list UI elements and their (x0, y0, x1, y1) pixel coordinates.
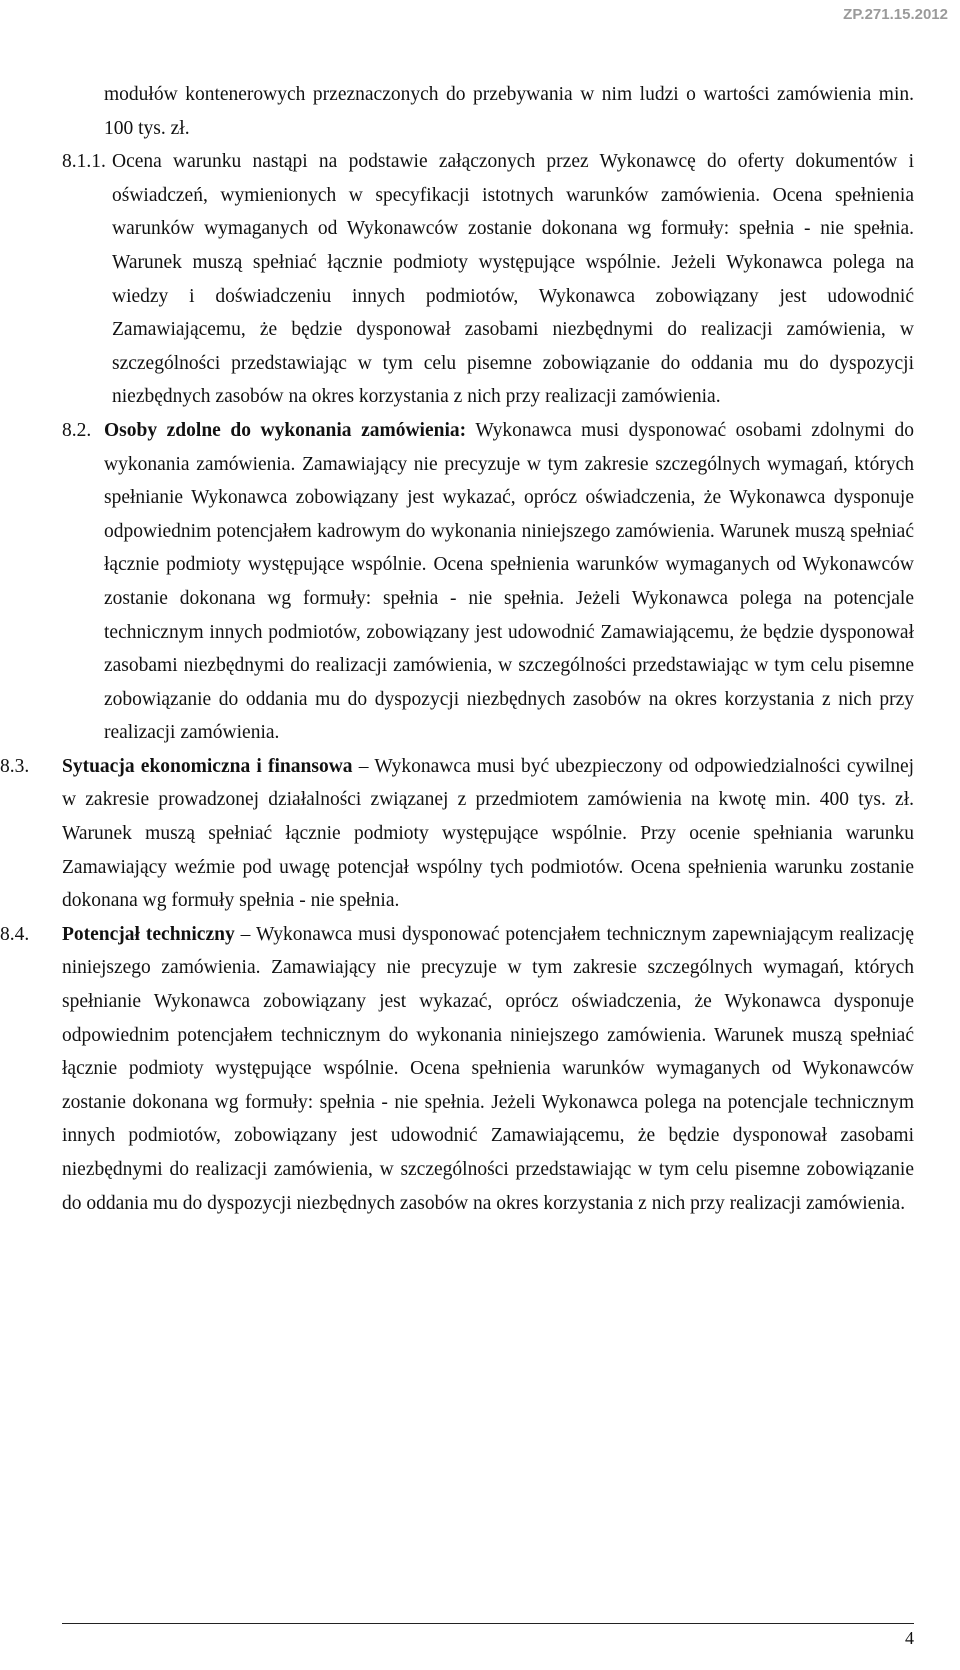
section-8-4 (0, 918, 914, 1220)
section-body-text: – Wykonawca musi być ubezpieczony od odpowiedzialności cywilnej w zakresie prowadzonej działalności związanej z przedmiotem zamówienia na kwotę min. 400 tys. zł. Warunek muszą spełniać łącznie podmioty występujące wspólnie. Przy ocenie spełniania warunku Zamawiający weźmie pod uwagę potencjał wspólny tych podmiotów. Ocena spełnienia warunku zostanie dokonana wg formuły spełnia - nie spełnia. (62, 755, 915, 912)
section-body-text: Wykonawca musi dysponować osobami zdolnymi do wykonania zamówienia. Zamawiający nie precyzuje w tym zakresie szczególnych wymagań, których spełnianie Wykonawca zobowiązany jest wykazać, oprócz oświadczenia, że Wykonawca dysponuje odpowiednim potencjałem kadrowym do wykonania niniejszego zamówienia. Warunek muszą spełniać łącznie podmioty występujące wspólnie. Ocena spełnienia warunków wymaganych od Wykonawców zostanie dokonana wg formuły: spełnia - nie spełnia. Jeżeli Wykonawca polega na potencjale technicznym innych podmiotów, zobowiązany jest udowodnić Zamawiającemu, że będzie dysponował zasobami niezbędnymi do realizacji zamówienia, w szczególności przedstawiając w tym celu pisemne zobowiązanie do oddania mu do dyspozycji niezbędnych zasobów na okres korzystania z nich przy realizacji zamówienia. (104, 419, 914, 744)
section-heading: Sytuacja ekonomiczna i finansowa (62, 755, 353, 777)
section-text (104, 145, 914, 414)
section-number: 8.2. (62, 419, 92, 441)
document-reference-number: ZP.271.15.2012 (843, 6, 948, 23)
section-8-2 (62, 414, 914, 750)
section-text (104, 414, 914, 750)
document-body (0, 78, 915, 1220)
footer-divider (62, 1623, 914, 1624)
section-number: 8.4. (0, 923, 30, 945)
section-8-3 (0, 750, 914, 918)
section-text (62, 750, 914, 918)
section-8-1-1 (62, 145, 914, 414)
intro-paragraph: modułów kontenerowych przeznaczonych do przebywania w nim ludzi o wartości zamówienia min. 100 tys. zł. (104, 84, 914, 139)
page-number: 4 (905, 1628, 914, 1648)
section-number: 8.1.1. (62, 151, 106, 173)
section-heading: Osoby zdolne do wykonania zamówienia: (104, 419, 467, 441)
section-number: 8.3. (0, 755, 30, 777)
section-body-text: Ocena warunku nastąpi na podstawie załączonych przez Wykonawcę do oferty dokumentów i oświadczeń, wymienionych w specyfikacji istotnych warunków zamówienia. Ocena spełnienia warunków wymaganych od Wykonawców zostanie dokonana wg formuły: spełnia - nie spełnia. Warunek muszą spełniać łącznie podmioty występujące wspólnie. Jeżeli Wykonawca polega na wiedzy i doświadczeniu innych podmiotów, Wykonawca zobowiązany jest udowodnić Zamawiającemu, że będzie dysponował zasobami niezbędnymi do realizacji zamówienia, w szczególności przedstawiając w tym celu pisemne zobowiązanie do oddania mu do dyspozycji niezbędnych zasobów na okres korzystania z nich przy realizacji zamówienia. (112, 151, 914, 408)
section-text (62, 918, 914, 1220)
section-heading: Potencjał techniczny (62, 923, 235, 945)
section-body-text: – Wykonawca musi dysponować potencjałem technicznym zapewniającym realizację niniejszego zamówienia. Zamawiający nie precyzuje w tym zakresie szczególnych wymagań, których spełnianie Wykonawca zobowiązany jest wykazać, oprócz oświadczenia, że Wykonawca dysponuje odpowiednim potencjałem technicznym do wykonania niniejszego zamówienia. Warunek muszą spełniać łącznie podmioty występujące wspólnie. Ocena spełnienia warunków wymaganych od Wykonawców zostanie dokonana wg formuły: spełnia - nie spełnia. Jeżeli Wykonawca polega na potencjale technicznym innych podmiotów, zobowiązany jest udowodnić Zamawiającemu, że będzie dysponował zasobami niezbędnymi do realizacji zamówienia, w szczególności przedstawiając w tym celu pisemne zobowiązanie do oddania mu do dyspozycji niezbędnych zasobów na okres korzystania z nich przy realizacji zamówienia. (62, 923, 914, 1214)
